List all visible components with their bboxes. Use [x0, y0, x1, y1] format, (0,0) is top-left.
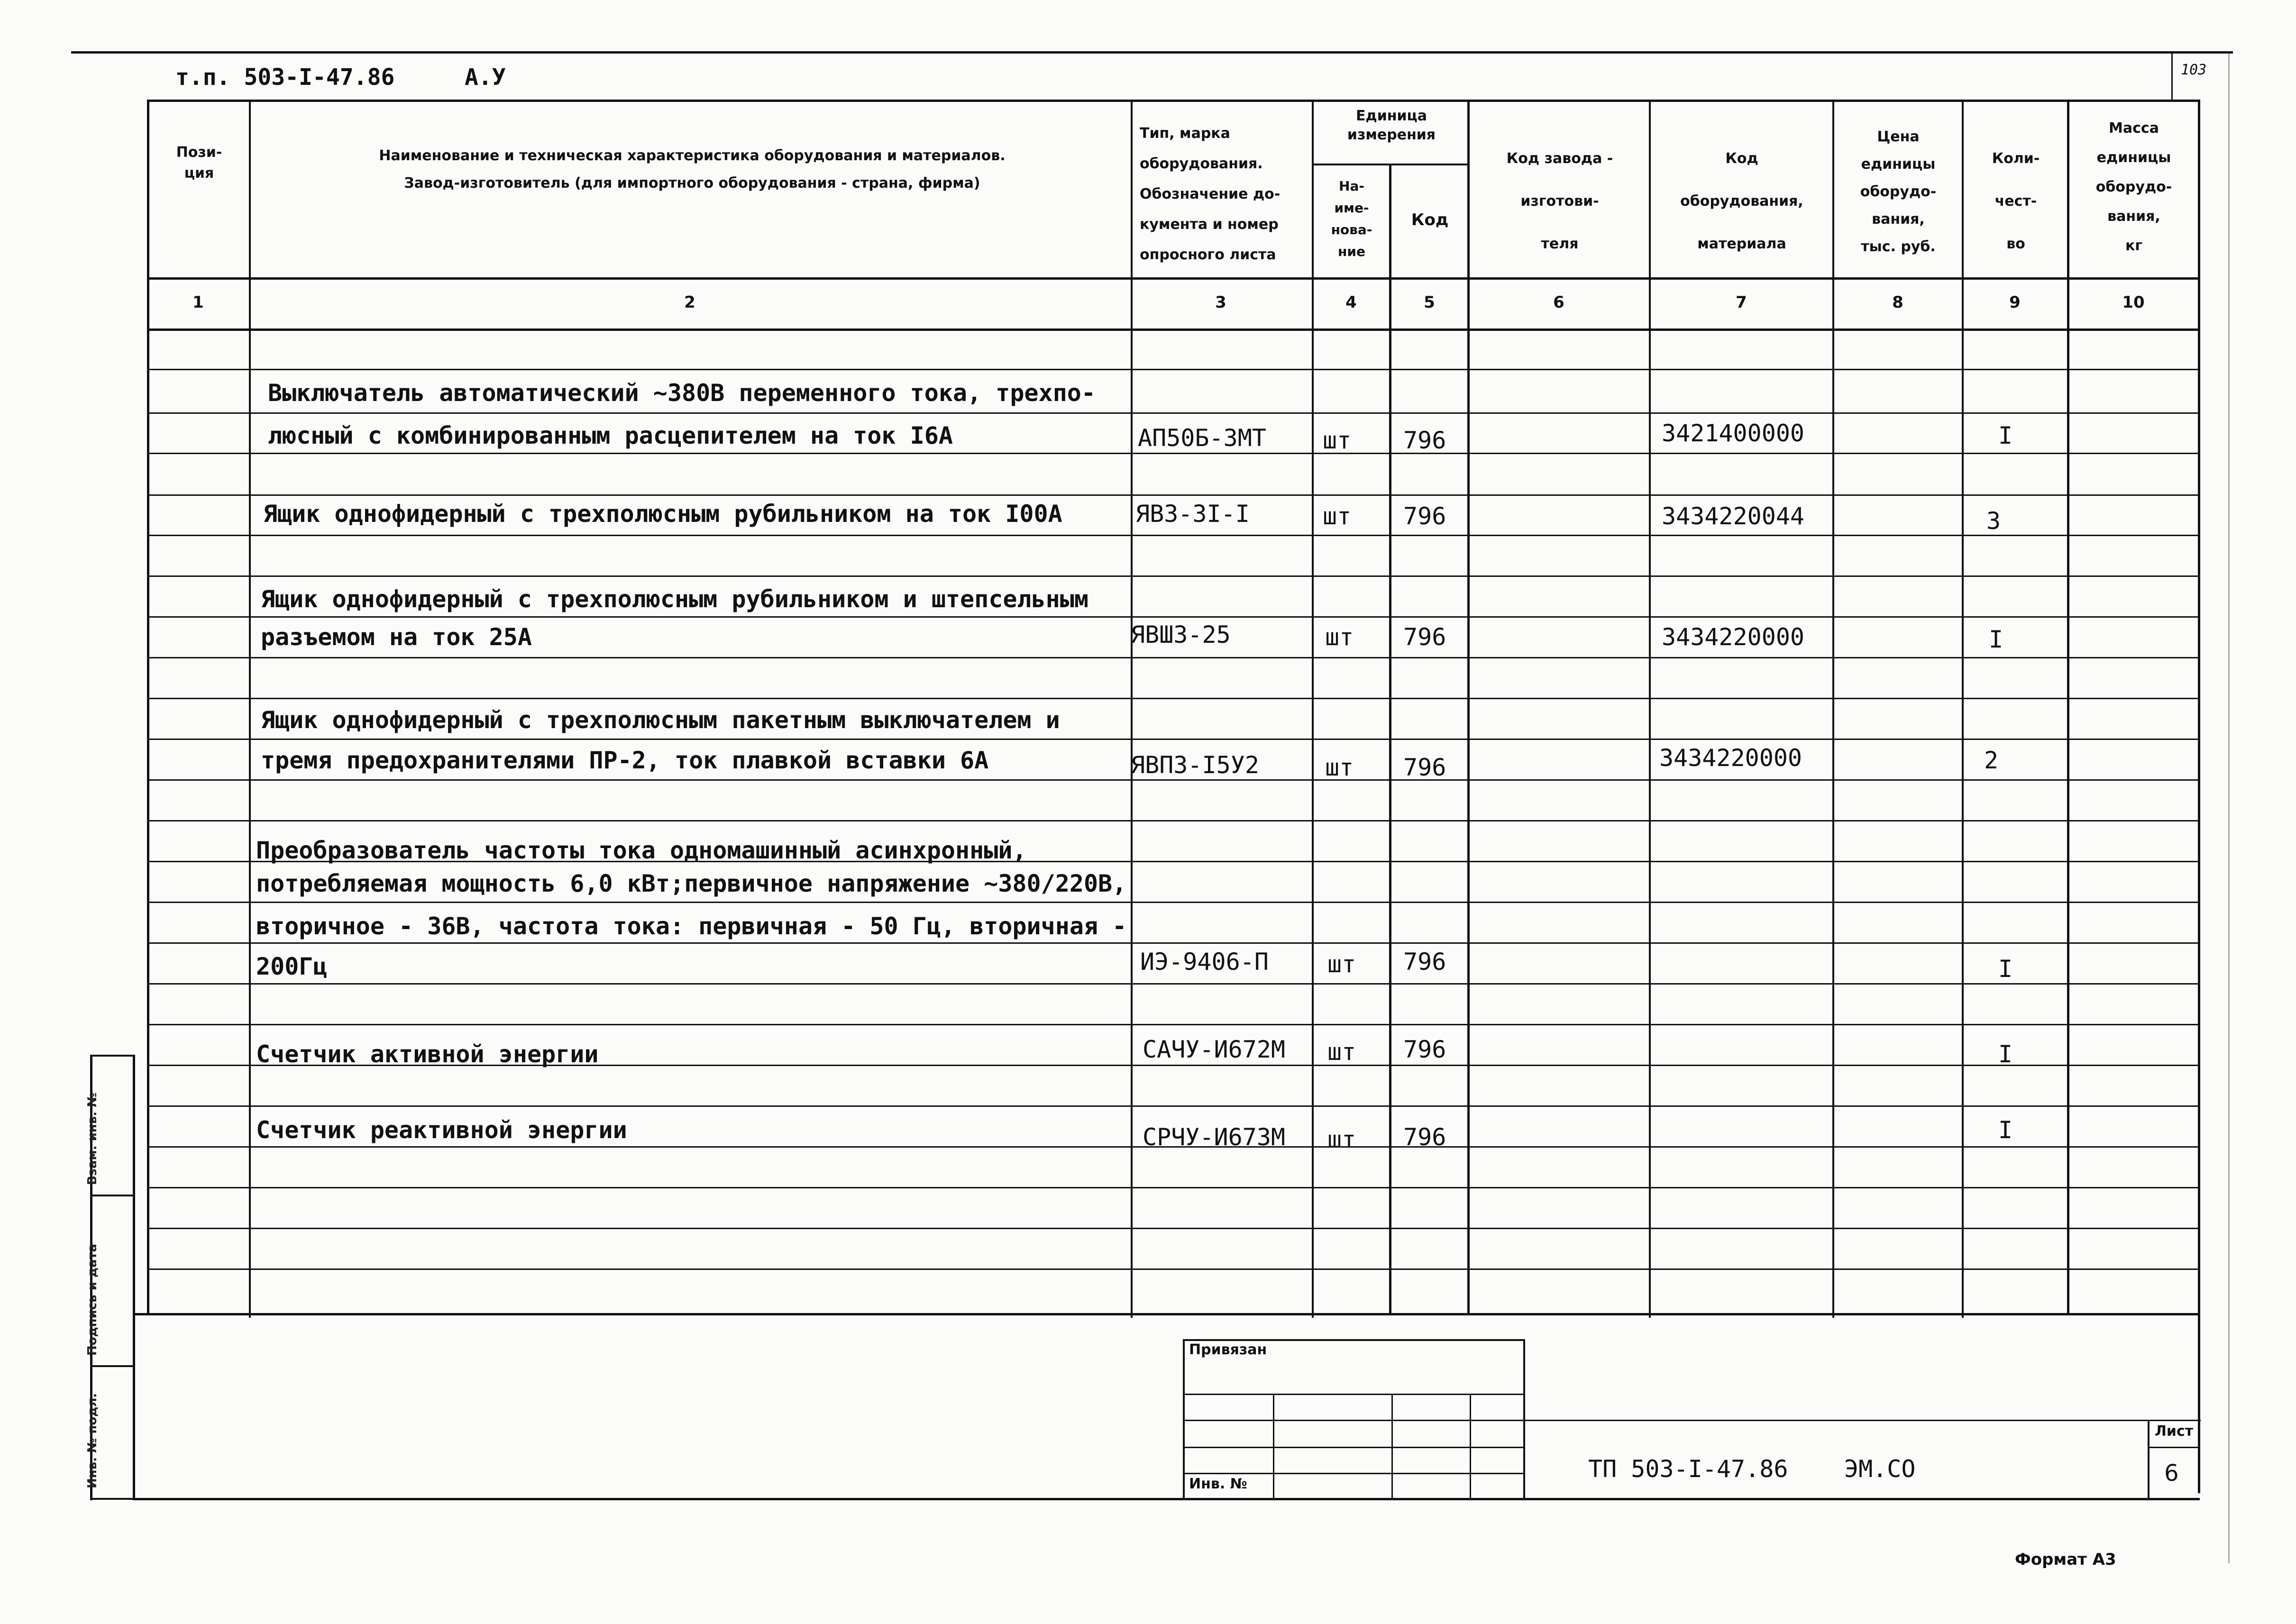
format-label: Формат А3 [2015, 1550, 2116, 1569]
col-number-3: 3 [1215, 293, 1226, 312]
document-code: т.п. 503-I-47.86 [175, 64, 395, 91]
stamp-doc-code: ТП 503-I-47.86 [1588, 1455, 1788, 1483]
header-mass: Масса единицы оборудо- вания, кг [2095, 120, 2172, 254]
item-3-line-1: Ящик однофидерный с трехполюсным рубильником и штепсельным [261, 585, 1089, 613]
col-number-6: 6 [1553, 293, 1564, 312]
item-2-qty: 3 [1986, 507, 2001, 535]
header-type: Тип, марка оборудования. Обозначение до- кумента и номер опросного листа [1140, 125, 1281, 263]
side-label-inventory: Инв. № подл. [85, 1393, 100, 1488]
item-5-line-4: 200Гц [256, 953, 328, 980]
stamp-privyazan: Привязан [1189, 1341, 1267, 1358]
stamp-sheet-number: 6 [2164, 1460, 2179, 1487]
item-4-unit: шт [1325, 754, 1354, 781]
stamp-sheet-label: Лист [2155, 1423, 2194, 1440]
header-unit-group: Единица измерения [1347, 108, 1436, 143]
side-label-replacement: Взам. инв. № [85, 1092, 100, 1185]
col-number-8: 8 [1892, 293, 1903, 312]
col-number-5: 5 [1424, 293, 1435, 312]
col-number-4: 4 [1345, 293, 1357, 312]
page-number: 103 [2181, 62, 2207, 78]
item-6-unit-code: 796 [1403, 1036, 1446, 1063]
item-3-qty: I [1989, 626, 2003, 653]
item-3-type: ЯВШЗ-25 [1131, 621, 1231, 648]
item-2-unit-code: 796 [1403, 502, 1446, 530]
header-position: Пози- ция [176, 144, 222, 182]
item-5-line-3: вторичное - 36В, частота тока: первичная - 50 Гц, вторичная - [256, 912, 1127, 940]
header-unit-name: На- име- нова- ние [1331, 178, 1372, 259]
item-1-qty: I [1998, 422, 2013, 449]
item-7-line-1: Счетчик реактивной энергии [256, 1116, 627, 1144]
side-label-signature: Подпись и дата [85, 1243, 100, 1356]
item-1-unit-code: 796 [1403, 427, 1446, 454]
item-4-unit-code: 796 [1403, 754, 1446, 781]
item-5-line-1: Преобразователь частоты тока одномашинный асинхронный, [256, 837, 1027, 864]
item-2-code: 3434220044 [1662, 502, 1805, 530]
item-1-unit: шт [1323, 427, 1352, 454]
item-6-qty: I [1998, 1040, 2013, 1068]
col-number-10: 10 [2122, 293, 2145, 312]
header-equipment-code: Код оборудования, материала [1680, 150, 1803, 252]
item-3-unit: шт [1325, 623, 1354, 651]
item-1-line-2: люсный с комбинированным расцепителем на ток I6А [268, 422, 953, 449]
item-5-unit-code: 796 [1403, 948, 1446, 976]
item-2-unit: шт [1323, 502, 1352, 530]
item-4-qty: 2 [1984, 747, 1999, 774]
item-7-unit: шт [1327, 1126, 1356, 1153]
item-5-type: ИЭ-9406-П [1140, 948, 1269, 976]
stamp-doc-mark: ЭМ.СО [1844, 1455, 1916, 1483]
header-price: Цена единицы оборудо- вания, тыс. руб. [1860, 128, 1937, 255]
item-3-line-2: разъемом на ток 25А [261, 623, 532, 651]
album-label: А.У [465, 64, 506, 91]
item-4-line-2: тремя предохранителями ПР-2, ток плавкой вставки 6А [261, 747, 989, 774]
item-3-unit-code: 796 [1403, 623, 1446, 651]
item-1-type: АП50Б-3МТ [1138, 424, 1266, 452]
item-4-code: 3434220000 [1659, 744, 1802, 772]
item-4-type: ЯВПЗ-I5У2 [1131, 751, 1259, 779]
item-5-qty: I [1998, 955, 2013, 983]
item-2-line-1: Ящик однофидерный с трехполюсным рубильником на ток I00А [263, 500, 1062, 528]
col-number-2: 2 [684, 293, 695, 312]
item-6-unit: шт [1327, 1038, 1356, 1066]
item-3-code: 3434220000 [1662, 623, 1805, 651]
header-quantity: Коли- чест- во [1992, 150, 2040, 252]
col-number-1: 1 [192, 293, 204, 312]
item-1-line-1: Выключатель автоматический ~380В переменного тока, трехпо- [268, 379, 1096, 407]
item-7-unit-code: 796 [1403, 1123, 1446, 1151]
item-5-line-2: потребляемая мощность 6,0 кВт;первичное напряжение ~380/220В, [256, 870, 1127, 897]
bottom-rule [133, 1498, 2200, 1500]
item-6-type: САЧУ-И672М [1143, 1036, 1286, 1063]
header-factory-code: Код завода - изготови- теля [1506, 150, 1613, 252]
item-1-code: 3421400000 [1662, 420, 1805, 447]
col-number-7: 7 [1736, 293, 1747, 312]
item-2-type: ЯВЗ-3I-I [1135, 500, 1250, 528]
item-7-type: СРЧУ-И673М [1143, 1123, 1286, 1151]
header-name: Наименование и техническая характеристика оборудования и материалов. Завод-изготовитель (для импортного оборудования - страна, фирма) [379, 147, 1006, 192]
item-5-unit: шт [1327, 950, 1356, 978]
item-7-qty: I [1998, 1116, 2013, 1144]
stamp-inv-no: Инв. № [1189, 1476, 1247, 1492]
col-number-9: 9 [2009, 293, 2021, 312]
item-4-line-1: Ящик однофидерный с трехполюсным пакетным выключателем и [261, 706, 1060, 734]
item-6-line-1: Счетчик активной энергии [256, 1040, 599, 1068]
header-unit-code: Код [1411, 210, 1449, 229]
right-edge-mark [2228, 51, 2230, 1563]
